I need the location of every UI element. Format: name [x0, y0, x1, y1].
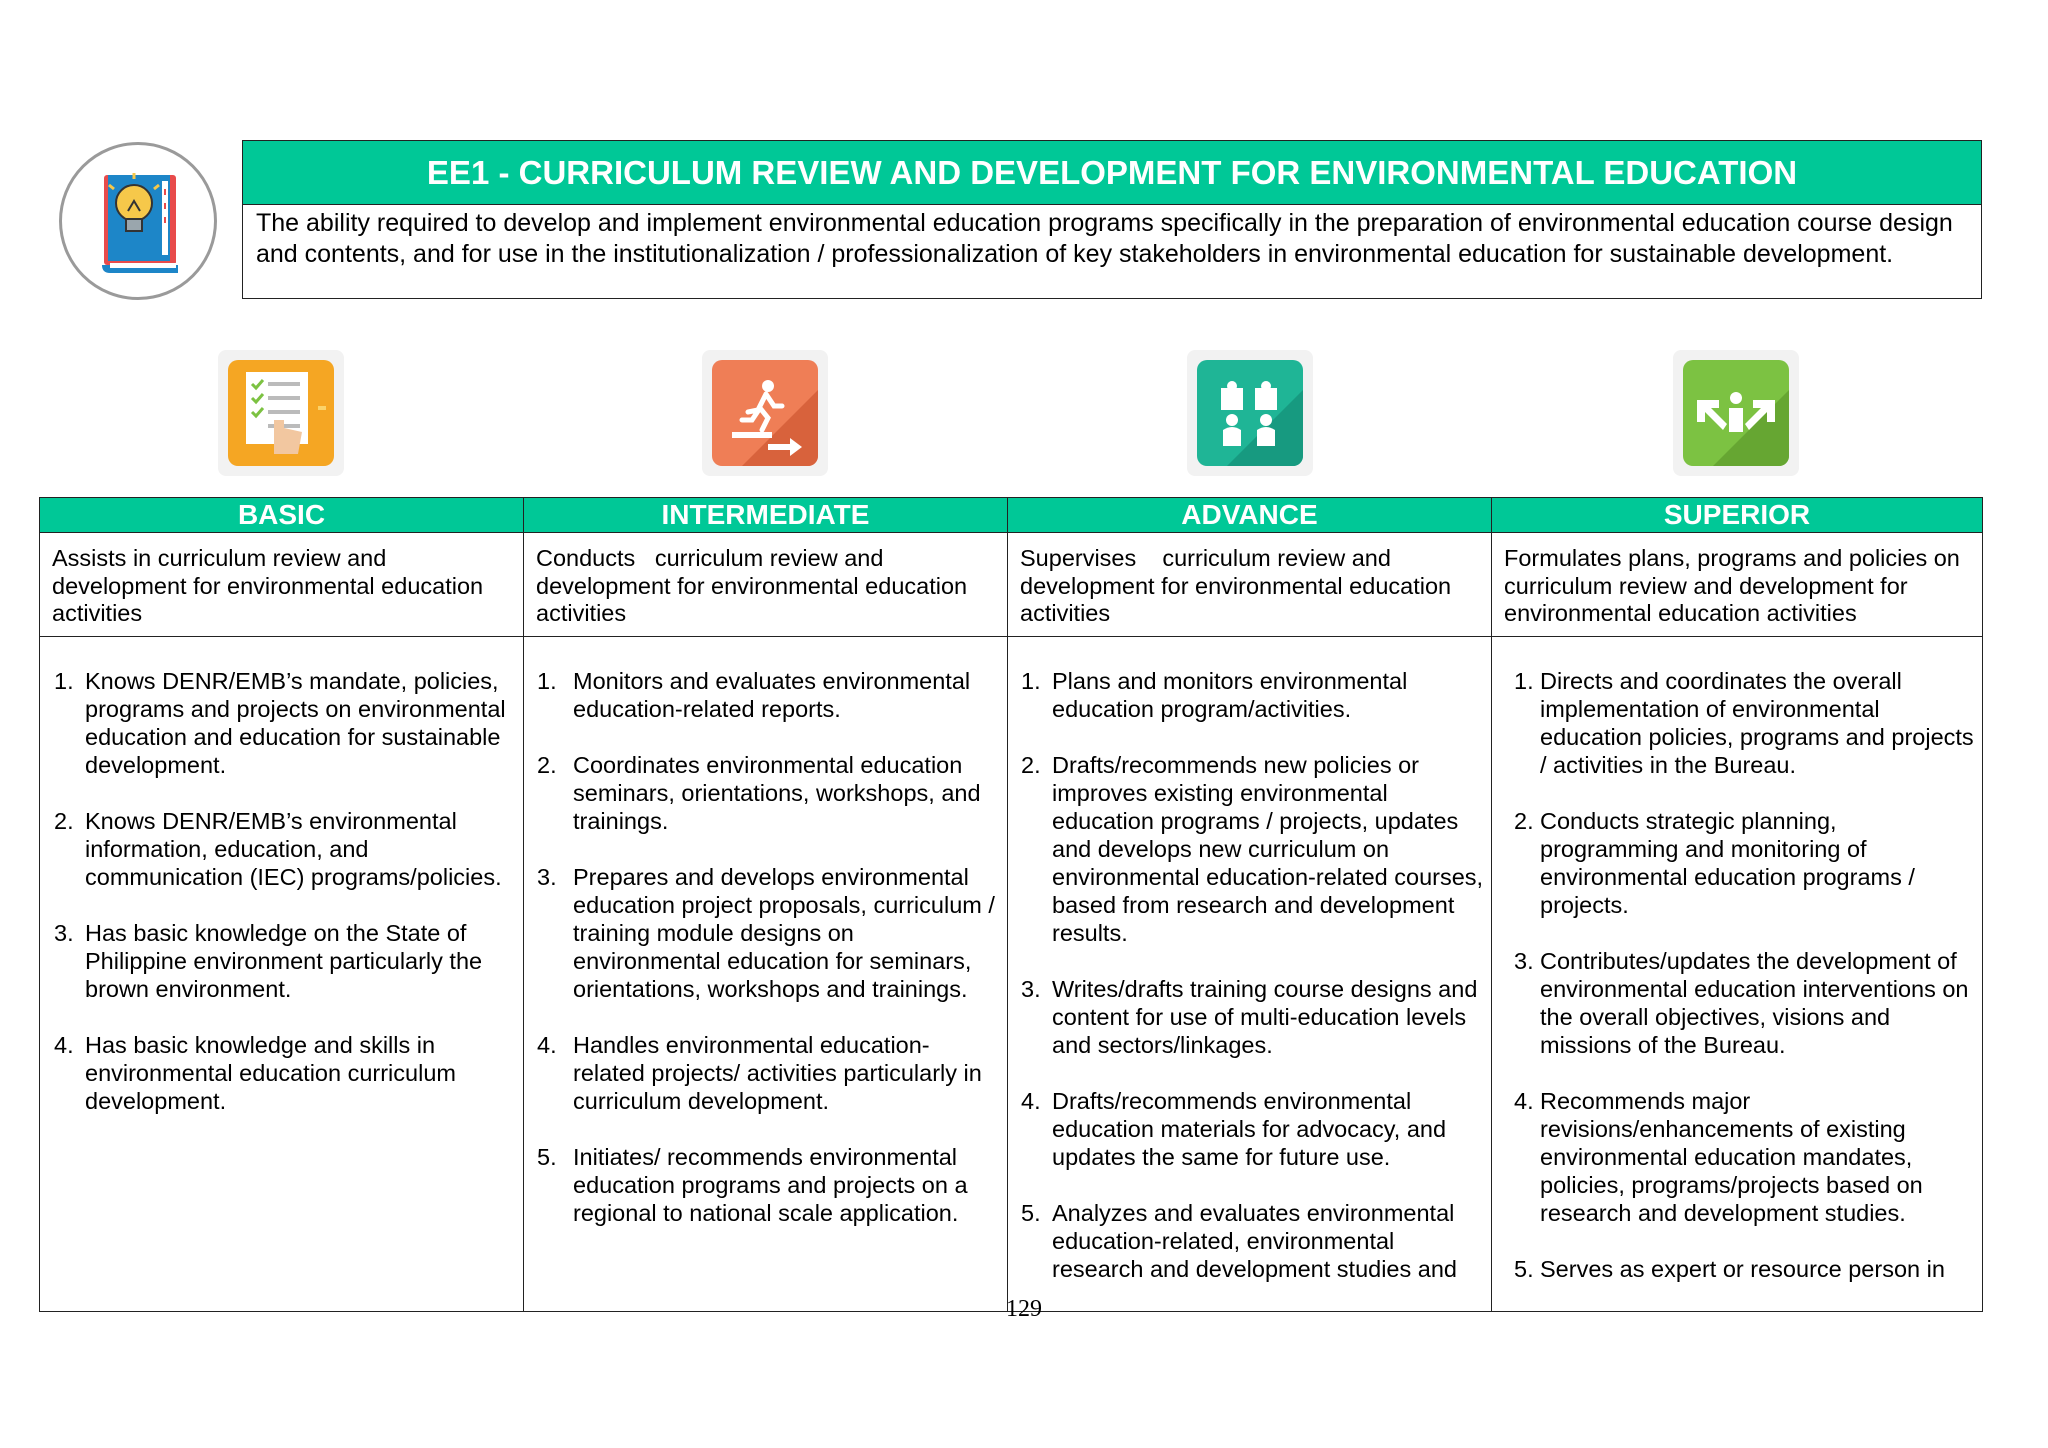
list-item: 3. Prepares and develops environmental education project proposals, curriculum / training module designs on environmental education for seminars, orientations, workshops and trainings.	[537, 864, 995, 1002]
lightbulb-book-icon	[59, 142, 217, 300]
puzzle-people-icon	[1187, 350, 1313, 476]
list-item: 4. Handles environmental education-related projects/ activities particularly in curriculum development.	[537, 1032, 982, 1114]
list-item: 4. Drafts/recommends environmental education materials for advocacy, and updates the same for future use.	[1021, 1088, 1447, 1170]
diverging-arrows-icon	[1673, 350, 1799, 476]
list-item: 5. Serves as expert or resource person in	[1514, 1256, 1945, 1282]
list-item: 3. Has basic knowledge on the State of Philippine environment particularly the brown environment.	[54, 920, 483, 1002]
list-item: 4. Recommends major revisions/enhancements of existing environmental education mandates, policies, programs/projects based on research and development studies.	[1514, 1088, 1923, 1226]
summary-superior: Formulates plans, programs and policies on curriculum review and development for environmental education activities	[1492, 533, 1983, 637]
list-item: 2. Conducts strategic planning, programming and monitoring of environmental education programs / projects.	[1514, 808, 1915, 918]
list-item: 2. Knows DENR/EMB’s environmental information, education, and communication (IEC) programs/policies.	[54, 808, 502, 890]
list-item: 2. Coordinates environmental education seminars, orientations, workshops, and trainings.	[537, 752, 981, 834]
level-header-superior: SUPERIOR	[1492, 498, 1983, 533]
step-up-icon	[702, 350, 828, 476]
summary-intermediate: Conducts curriculum review and development for environmental education activities	[524, 533, 1008, 637]
page-number: 129	[1006, 1296, 1042, 1322]
level-header-advance: ADVANCE	[1008, 498, 1492, 533]
details-intermediate	[524, 637, 1008, 1312]
competency-levels-table	[39, 497, 1983, 1312]
competency-description: The ability required to develop and implement environmental education programs specifically in the preparation of environmental education course design and contents, and for use in the institutionalization / professionalization of key stakeholders in environmental education for sustainable development.	[256, 209, 1953, 268]
list-item: 1. Plans and monitors environmental education program/activities.	[1021, 668, 1408, 722]
list-item: 3. Contributes/updates the development of environmental education interventions on the overall objectives, visions and missions of the Bureau.	[1514, 948, 1969, 1058]
list-item: 5. Analyzes and evaluates environmental education-related, environmental research and development studies and	[1021, 1200, 1457, 1282]
summary-basic: Assists in curriculum review and development for environmental education activities	[40, 533, 524, 637]
list-item: 1. Knows DENR/EMB’s mandate, policies, programs and projects on environmental education and education for sustainable development.	[54, 668, 506, 778]
level-details-row	[40, 637, 1983, 1312]
list-item: 5. Initiates/ recommends environmental education programs and projects on a regional to national scale application.	[537, 1144, 968, 1226]
summary-advance: Supervises curriculum review and development for environmental education activities	[1008, 533, 1492, 637]
level-header-row	[40, 498, 1983, 533]
list-item: 2. Drafts/recommends new policies or improves existing environmental education programs / projects, updates and develops new curriculum on environmental education-related courses, based from research and development results.	[1021, 752, 1484, 946]
level-header-basic: BASIC	[40, 498, 524, 533]
checklist-icon	[218, 350, 344, 476]
list-item: 4. Has basic knowledge and skills in environmental education curriculum development.	[54, 1032, 456, 1114]
details-superior	[1492, 637, 1983, 1312]
list-item: 3. Writes/drafts training course designs and content for use of multi-education levels and sectors/linkages.	[1021, 976, 1478, 1058]
competency-title: EE1 - CURRICULUM REVIEW AND DEVELOPMENT FOR ENVIRONMENTAL EDUCATION	[243, 141, 1981, 205]
list-item: 1. Monitors and evaluates environmental education-related reports.	[537, 668, 971, 722]
level-header-intermediate: INTERMEDIATE	[524, 498, 1008, 533]
details-basic	[40, 637, 524, 1312]
competency-header	[242, 140, 1982, 299]
level-summary-row	[40, 533, 1983, 637]
list-item: 1. Directs and coordinates the overall implementation of environmental education policies, programs and projects / activities in the Bureau.	[1514, 668, 1974, 778]
details-advance	[1008, 637, 1492, 1312]
